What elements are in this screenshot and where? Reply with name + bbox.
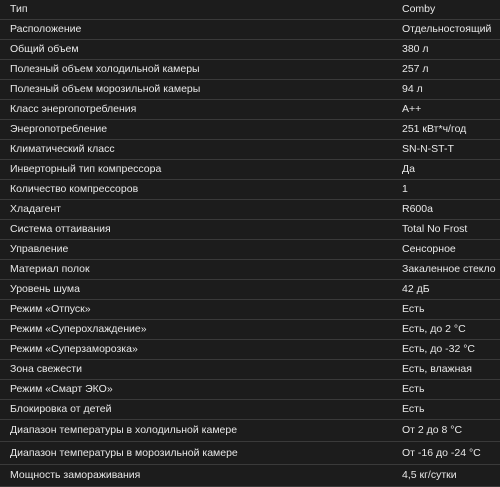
spec-label: Режим «Суперохлаждение»: [0, 320, 400, 340]
spec-value: Сенсорное: [400, 240, 500, 260]
spec-label: Инверторный тип компрессора: [0, 160, 400, 180]
spec-value: Comby: [400, 0, 500, 20]
spec-value: Есть, до -32 °С: [400, 340, 500, 360]
spec-label: Количество компрессоров: [0, 180, 400, 200]
spec-label: Блокировка от детей: [0, 400, 400, 420]
table-row: [0, 180, 500, 200]
table-row: [0, 40, 500, 60]
spec-label: Режим «Суперзаморозка»: [0, 340, 400, 360]
spec-value: Есть, влажная: [400, 360, 500, 380]
spec-value: Да: [400, 160, 500, 180]
spec-label: Климатический класс: [0, 140, 400, 160]
spec-value: 42 дБ: [400, 280, 500, 300]
spec-label: Уровень шума: [0, 280, 400, 300]
table-row: [0, 120, 500, 140]
table-row: [0, 100, 500, 120]
spec-value: Есть: [400, 400, 500, 420]
spec-label: Диапазон температуры в морозильной камере: [0, 442, 400, 465]
spec-label: Хладагент: [0, 200, 400, 220]
spec-label: Система оттаивания: [0, 220, 400, 240]
spec-value: 257 л: [400, 60, 500, 80]
spec-label: Режим «Смарт ЭКО»: [0, 380, 400, 400]
spec-label: Расположение: [0, 20, 400, 40]
spec-label: Класс энергопотребления: [0, 100, 400, 120]
spec-label: Энергопотребление: [0, 120, 400, 140]
table-row: [0, 280, 500, 300]
spec-value: Отдельностоящий: [400, 20, 500, 40]
table-row: [0, 0, 500, 20]
spec-value: 251 кВт*ч/год: [400, 120, 500, 140]
spec-label: Режим «Отпуск»: [0, 300, 400, 320]
spec-label: Диапазон температуры в холодильной камере: [0, 420, 400, 442]
spec-value: 380 л: [400, 40, 500, 60]
table-row: [0, 360, 500, 380]
spec-value: 1: [400, 180, 500, 200]
table-row: [0, 240, 500, 260]
spec-value: SN-N-ST-T: [400, 140, 500, 160]
table-row: [0, 160, 500, 180]
table-row: [0, 340, 500, 360]
spec-value: Есть: [400, 380, 500, 400]
spec-label: Тип: [0, 0, 400, 20]
spec-value: А++: [400, 100, 500, 120]
table-row: [0, 465, 500, 487]
spec-value: 4,5 кг/сутки: [400, 465, 500, 487]
table-row: [0, 140, 500, 160]
table-row: [0, 442, 500, 465]
spec-value: R600a: [400, 200, 500, 220]
spec-value: Есть, до 2 °С: [400, 320, 500, 340]
table-row: [0, 200, 500, 220]
spec-value: Есть: [400, 300, 500, 320]
table-row: [0, 320, 500, 340]
spec-label: Полезный объем морозильной камеры: [0, 80, 400, 100]
table-row: [0, 80, 500, 100]
spec-label: Управление: [0, 240, 400, 260]
spec-label: Зона свежести: [0, 360, 400, 380]
table-row: [0, 60, 500, 80]
spec-label: Мощность замораживания: [0, 465, 400, 487]
spec-value: Total No Frost: [400, 220, 500, 240]
spec-value: 94 л: [400, 80, 500, 100]
spec-value: От 2 до 8 °С: [400, 420, 500, 442]
table-row: [0, 380, 500, 400]
table-row: [0, 420, 500, 442]
spec-label: Материал полок: [0, 260, 400, 280]
spec-label: Общий объем: [0, 40, 400, 60]
spec-value: Закаленное стекло: [400, 260, 500, 280]
table-row: [0, 20, 500, 40]
table-row: [0, 300, 500, 320]
table-row: [0, 260, 500, 280]
spec-value: От -16 до -24 °С: [400, 442, 500, 465]
spec-label: Полезный объем холодильной камеры: [0, 60, 400, 80]
table-row: [0, 220, 500, 240]
table-row: [0, 400, 500, 420]
